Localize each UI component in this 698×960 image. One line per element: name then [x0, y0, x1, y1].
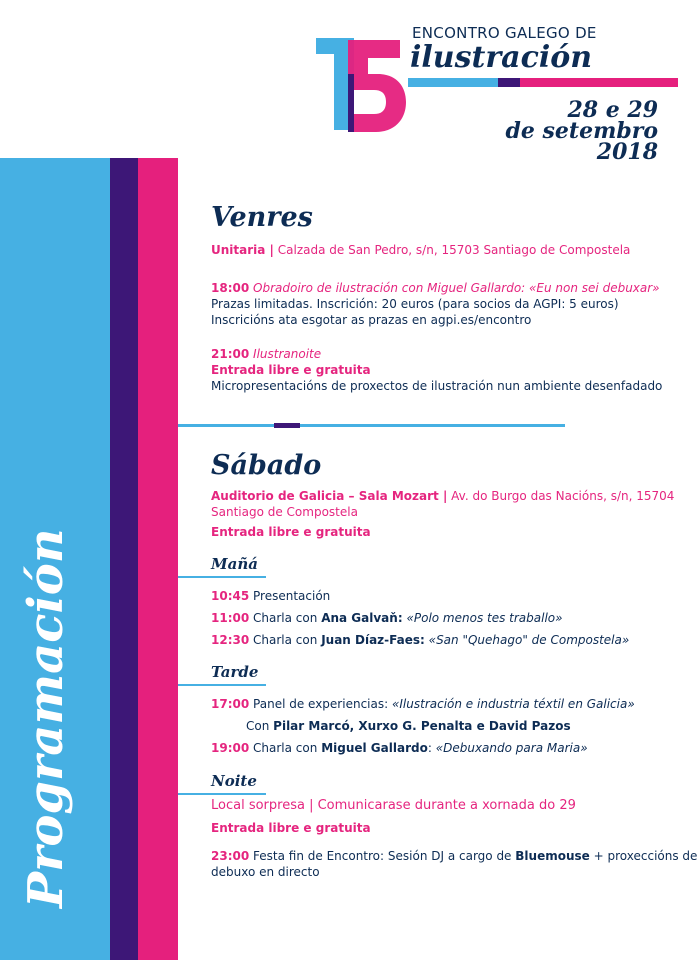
logo-15-icon — [316, 26, 408, 134]
saturday-venue: Auditorio de Galicia – Sala Mozart | Av. do Burgo das Nacións, s/n, 15704 — [211, 489, 675, 503]
afternoon-panel-guests: Con Pilar Marcó, Xurxo G. Penalta e David Pazos — [246, 719, 571, 733]
side-title: Programación — [18, 528, 74, 908]
header-bar-pink — [520, 78, 678, 87]
side-band-pink — [138, 158, 178, 960]
divider-blue-left — [178, 424, 274, 427]
header-bar-purple — [498, 78, 520, 87]
morning-item-1: 10:45 Presentación — [211, 589, 331, 603]
header-subtitle: ENCONTRO GALEGO DE — [412, 24, 597, 42]
afternoon-underline — [178, 684, 266, 686]
afternoon-panel: 17:00 Panel de experiencias: «Ilustración e industria téxtil en Galicia» — [211, 697, 635, 711]
side-band-purple — [110, 158, 138, 960]
morning-underline — [178, 576, 266, 578]
date-line-1: 28 e 29 — [567, 97, 658, 123]
divider-blue-right — [300, 424, 565, 427]
date-line-2: de setembro — [505, 118, 658, 144]
night-title: Noite — [211, 772, 257, 790]
date-line-3: 2018 — [596, 139, 658, 165]
friday-event1-title: 18:00 Obradoiro de ilustración con Miguel Gallardo: «Eu non sei debuxar» — [211, 281, 660, 295]
friday-event2-desc: Micropresentacións de proxectos de ilustración nun ambiente desenfadado — [211, 379, 663, 393]
night-underline — [178, 793, 266, 795]
divider-purple — [274, 423, 300, 428]
friday-event2-title: 21:00 Ilustranoite — [211, 347, 322, 361]
header-bar-blue — [408, 78, 498, 87]
night-place: Local sorpresa | Comunicarase durante a xornada do 29 — [211, 798, 576, 813]
friday-title: Venres — [211, 202, 313, 233]
friday-event1-line3: Inscricións ata esgotar as prazas en agpi.es/encontro — [211, 313, 532, 327]
friday-event2-free: Entrada libre e gratuita — [211, 363, 371, 377]
night-party: 23:00 Festa fin de Encontro: Sesión DJ a cargo de Bluemouse + proxeccións de — [211, 849, 698, 863]
afternoon-title: Tarde — [211, 663, 259, 681]
morning-item-2: 11:00 Charla con Ana Galvaň: «Polo menos tes traballo» — [211, 611, 563, 625]
saturday-venue-city: Santiago de Compostela — [211, 505, 358, 519]
saturday-free: Entrada libre e gratuita — [211, 525, 371, 539]
night-party-line2: debuxo en directo — [211, 865, 320, 879]
friday-event1-line2: Prazas limitadas. Inscrición: 20 euros (para socios da AGPI: 5 euros) — [211, 297, 619, 311]
friday-venue: Unitaria | Calzada de San Pedro, s/n, 15703 Santiago de Compostela — [211, 243, 631, 257]
header-title: ilustración — [410, 40, 593, 75]
night-free: Entrada libre e gratuita — [211, 821, 371, 835]
saturday-title: Sábado — [211, 450, 322, 481]
morning-item-3: 12:30 Charla con Juan Díaz-Faes: «San "Quehago" de Compostela» — [211, 633, 630, 647]
afternoon-talk: 19:00 Charla con Miguel Gallardo: «Debuxando para Maria» — [211, 741, 588, 755]
morning-title: Mañá — [211, 555, 258, 573]
